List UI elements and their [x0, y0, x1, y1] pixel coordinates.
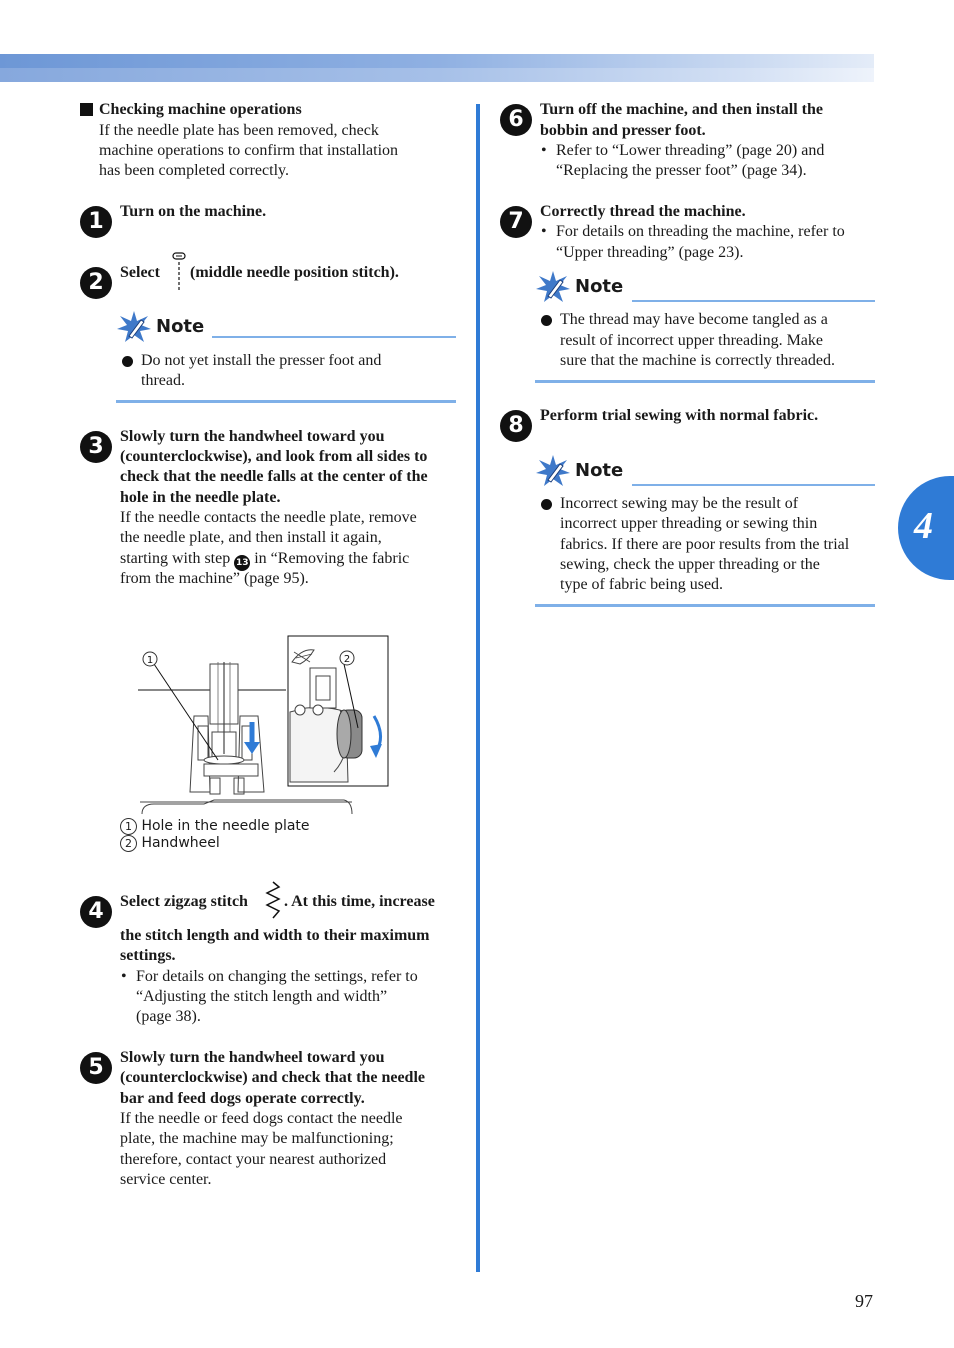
- step-reference-badge: 13: [234, 555, 250, 571]
- section-body-line: machine operations to confirm that installation: [99, 142, 399, 159]
- step-number-badge: 1: [80, 206, 112, 238]
- section-body-line: has been completed correctly.: [99, 162, 289, 179]
- step-4-bullet-line: “Adjusting the stitch length and width”: [136, 988, 388, 1005]
- step-7-bullet-line: For details on threading the machine, refer to: [556, 223, 845, 240]
- step-6-bullet-line: Refer to “Lower threading” (page 20) and: [556, 142, 825, 159]
- note-text-line: fabrics. If there are poor results from the trial: [560, 536, 850, 553]
- step-6-bullet-line: “Replacing the presser foot” (page 34).: [556, 162, 807, 179]
- step-5-bold-line: Slowly turn the handwheel toward you: [120, 1049, 385, 1066]
- note-label: Note: [575, 460, 624, 481]
- step-5-body-line: plate, the machine may be malfunctioning;: [120, 1130, 394, 1147]
- step-number-badge: 3: [80, 431, 112, 463]
- caption-handwheel: Handwheel: [141, 835, 220, 851]
- step-3-body-text: starting with step: [120, 550, 231, 567]
- step-6-bold-line: Turn off the machine, and then install the: [540, 101, 823, 118]
- note-footer-rule: [535, 380, 875, 383]
- step-3-bold-line: hole in the needle plate.: [120, 489, 281, 506]
- bullet-mark: •: [541, 223, 547, 240]
- note-text-line: incorrect upper threading or sewing thin: [560, 515, 818, 532]
- page-number: 97: [855, 1291, 873, 1311]
- figure-callout-2: 2: [343, 654, 351, 665]
- step-3-body-text: in “Removing the fabric: [254, 550, 410, 567]
- note-bullet-icon: [541, 315, 552, 326]
- note-header: [116, 310, 456, 344]
- note-text-line: sewing, check the upper threading or the: [560, 556, 820, 573]
- step-2-text-a: Select: [120, 264, 160, 281]
- note-label: Note: [575, 276, 624, 297]
- needle-plate-handwheel-illustration: [134, 632, 394, 818]
- step-1-text: Turn on the machine.: [120, 203, 267, 220]
- step-3-body-line: [120, 549, 409, 571]
- chapter-number: 4: [914, 505, 933, 547]
- step-number-badge: 4: [80, 896, 112, 928]
- step-4-bold-line: the stitch length and width to their maximum: [120, 927, 430, 944]
- step-5-body-line: service center.: [120, 1171, 212, 1188]
- step-3-bold-line: check that the needle falls at the center of the: [120, 468, 428, 485]
- step-4-bold-a: Select zigzag stitch: [120, 893, 248, 910]
- step-number-badge: 6: [500, 104, 532, 136]
- step-6-bold-line: bobbin and presser foot.: [540, 122, 706, 139]
- step-number-badge: 8: [500, 410, 532, 442]
- step-2-text-b: (middle needle position stitch).: [190, 264, 399, 281]
- note-text-line: thread.: [141, 372, 185, 389]
- step-3-body-line: the needle plate, and then install it again,: [120, 529, 382, 546]
- bullet-mark: •: [541, 142, 547, 159]
- step-7-bullet-line: “Upper threading” (page 23).: [556, 244, 744, 261]
- step-5-bold-line: (counterclockwise) and check that the needle: [120, 1069, 425, 1086]
- step-3-bold-line: (counterclockwise), and look from all sides to: [120, 448, 428, 465]
- square-bullet-icon: [80, 103, 93, 116]
- step-4-bold-b: . At this time, increase: [284, 893, 435, 910]
- note-text-line: Do not yet install the presser foot and: [141, 352, 382, 369]
- step-5-body-line: therefore, contact your nearest authorized: [120, 1151, 387, 1168]
- step-3-bold-line: Slowly turn the handwheel toward you: [120, 428, 385, 445]
- note-text-line: Incorrect sewing may be the result of: [560, 495, 799, 512]
- step-8-text: Perform trial sewing with normal fabric.: [540, 407, 819, 424]
- note-pencil-icon: [535, 270, 571, 304]
- bullet-mark: •: [121, 968, 127, 985]
- step-7-text: Correctly thread the machine.: [540, 203, 746, 220]
- header-color-band: [0, 54, 874, 82]
- note-pencil-icon: [116, 310, 152, 344]
- note-footer-rule: [116, 400, 456, 403]
- step-3-body-line: from the machine” (page 95).: [120, 570, 309, 587]
- step-4-bullet-line: For details on changing the settings, refer to: [136, 968, 418, 985]
- figure-callout-1: 1: [146, 655, 154, 666]
- column-divider: [476, 104, 480, 1272]
- caption-needle-plate-hole: Hole in the needle plate: [141, 818, 310, 834]
- step-5-body-line: If the needle or feed dogs contact the needle: [120, 1110, 403, 1127]
- step-5-bold-line: bar and feed dogs operate correctly.: [120, 1090, 365, 1107]
- note-header: [535, 270, 875, 304]
- note-bullet-icon: [122, 356, 133, 367]
- step-4-bold-line: settings.: [120, 947, 176, 964]
- section-title: Checking machine operations: [99, 101, 302, 118]
- zigzag-stitch-icon: [264, 880, 282, 920]
- note-pencil-icon: [535, 454, 571, 488]
- step-4-bullet-line: (page 38).: [136, 1008, 201, 1025]
- figure-caption: 1 Hole in the needle plate 2 Handwheel: [120, 818, 310, 852]
- note-bullet-icon: [541, 499, 552, 510]
- step-3-body-line: If the needle contacts the needle plate, remove: [120, 509, 417, 526]
- note-header: [535, 454, 875, 488]
- step-number-badge: 2: [80, 267, 112, 299]
- step-number-badge: 5: [80, 1052, 112, 1084]
- note-text-line: The thread may have become tangled as a: [560, 311, 828, 328]
- note-label: Note: [156, 316, 205, 337]
- middle-needle-stitch-icon: [171, 252, 187, 292]
- step-number-badge: 7: [500, 206, 532, 238]
- note-text-line: result of incorrect upper threading. Make: [560, 332, 824, 349]
- note-text-line: sure that the machine is correctly threaded.: [560, 352, 835, 369]
- chapter-tab: [898, 476, 954, 580]
- note-text-line: type of fabric being used.: [560, 576, 724, 593]
- section-body-line: If the needle plate has been removed, check: [99, 122, 379, 139]
- note-footer-rule: [535, 604, 875, 607]
